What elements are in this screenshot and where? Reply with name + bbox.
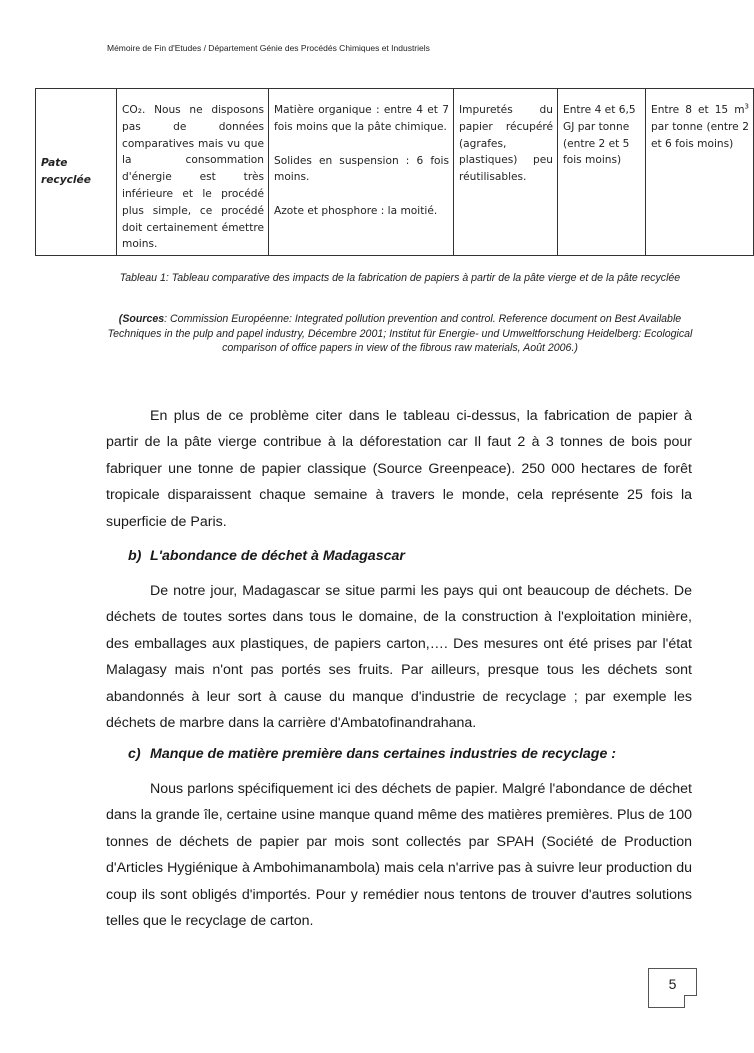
table-cell-co2: CO₂. Nous ne disposons pas de données comparatives mais vu que la consommation d'énergie est très inférieure et le procédé plus simple, ce procédé doit certainement émettre moins.: [117, 89, 269, 256]
table-cell-energy: Entre 4 et 6,5 GJ par tonne (entre 2 et 5 fois moins): [558, 89, 646, 256]
subheading-text: L'abondance de déchet à Madagascar: [150, 548, 405, 564]
table-cell-waste: Impuretés du papier récupéré (agrafes, plastiques) peu réutilisables.: [454, 89, 558, 256]
page-header: Mémoire de Fin d'Etudes / Département Génie des Procédés Chimiques et Industriels: [107, 43, 430, 53]
row-label-line: recyclée: [41, 174, 91, 186]
paragraph-deforestation: En plus de ce problème citer dans le tableau ci-dessus, la fabrication de papier à partir de la pâte vierge contribue à la déforestation car Il faut 2 à 3 tonnes de bois pour fabriquer une tonne de papier classique (Source Greenpeace). 250 000 hectares de forêt tropicale disparaissent chaque semaine à travers le monde, cela représente 25 fois la superficie de Paris.: [106, 408, 692, 530]
page-fold-icon: [684, 995, 697, 1008]
sources-label: (Sources: [118, 313, 165, 325]
paragraph-madagascar-waste: De notre jour, Madagascar se situe parmi les pays qui ont beaucoup de déchets. De déchets de toutes sortes dans tous le domaine, de la construction à l'exploitation minière, des emballages aux plastiques, de papiers carton,…. Des mesures ont été prises par l'état Malagasy mais n'ont pas portés ses fruits. Par ailleurs, presque tous les déchets sont abandonnés à leur sort à cause du manque d'industrie de recyclage ; par exemple les déchets de marbre dans la carrière d'Ambatofinandrahana.: [106, 583, 692, 732]
sources-text: : Commission Européenne: Integrated pollution prevention and control. Reference document on Best Available Techniques in the pulp and papel industry, Décembre 2001; Institut für Energie- und Umweltforschung Heidelberg: Ecological comparison of office papers in view of the fibrous raw materials, Août 2006.): [107, 313, 693, 355]
cell-paragraph: Azote et phosphore : la moitié.: [274, 205, 438, 218]
cell-paragraph: Solides en suspension : 6 fois moins.: [274, 154, 449, 184]
table-cell-water: [646, 89, 754, 256]
paragraph-raw-material: Nous parlons spécifiquement ici des déchets de papier. Malgré l'abondance de déchet dans la grande île, certaine usine manque quand même des matières premières. Plus de 100 tonnes de déchets de papier par mois sont collectés par SPAH (Société de Production d'Articles Hygiénique à Ambohimanambola) mais cela n'arrive pas à suivre leur production du coup ils sont obligés d'importés. Pour y remédier nous tentons de trouver d'autres solutions telles que le recyclage de carton.: [106, 781, 692, 930]
subheading-text: Manque de matière première dans certaines industries de recyclage :: [150, 746, 617, 762]
page-number: [648, 968, 697, 1008]
table-caption: Tableau 1: Tableau comparative des impacts de la fabrication de papiers à partir de la pâte vierge et de la pâte recyclée: [119, 272, 681, 284]
subheading-letter: b): [128, 548, 142, 564]
cell-text: par tonne (entre 2 et 6 fois moins): [651, 120, 749, 150]
row-label-line: Pate: [41, 157, 68, 170]
superscript: 3: [744, 102, 749, 111]
comparison-table: [35, 88, 754, 256]
sources-note: [106, 312, 694, 356]
subheading-letter: c): [128, 746, 141, 762]
subheading-c: [128, 746, 616, 762]
table-cell-effluents: [269, 89, 454, 256]
row-label: [36, 89, 117, 256]
subheading-b: [128, 548, 405, 564]
cell-paragraph: Matière organique : entre 4 et 7 fois moins que la pâte chimique.: [274, 104, 449, 133]
table-row: [36, 89, 754, 256]
cell-text: Entre 8 et 15 m: [651, 104, 745, 116]
page-number-text: 5: [668, 976, 677, 992]
